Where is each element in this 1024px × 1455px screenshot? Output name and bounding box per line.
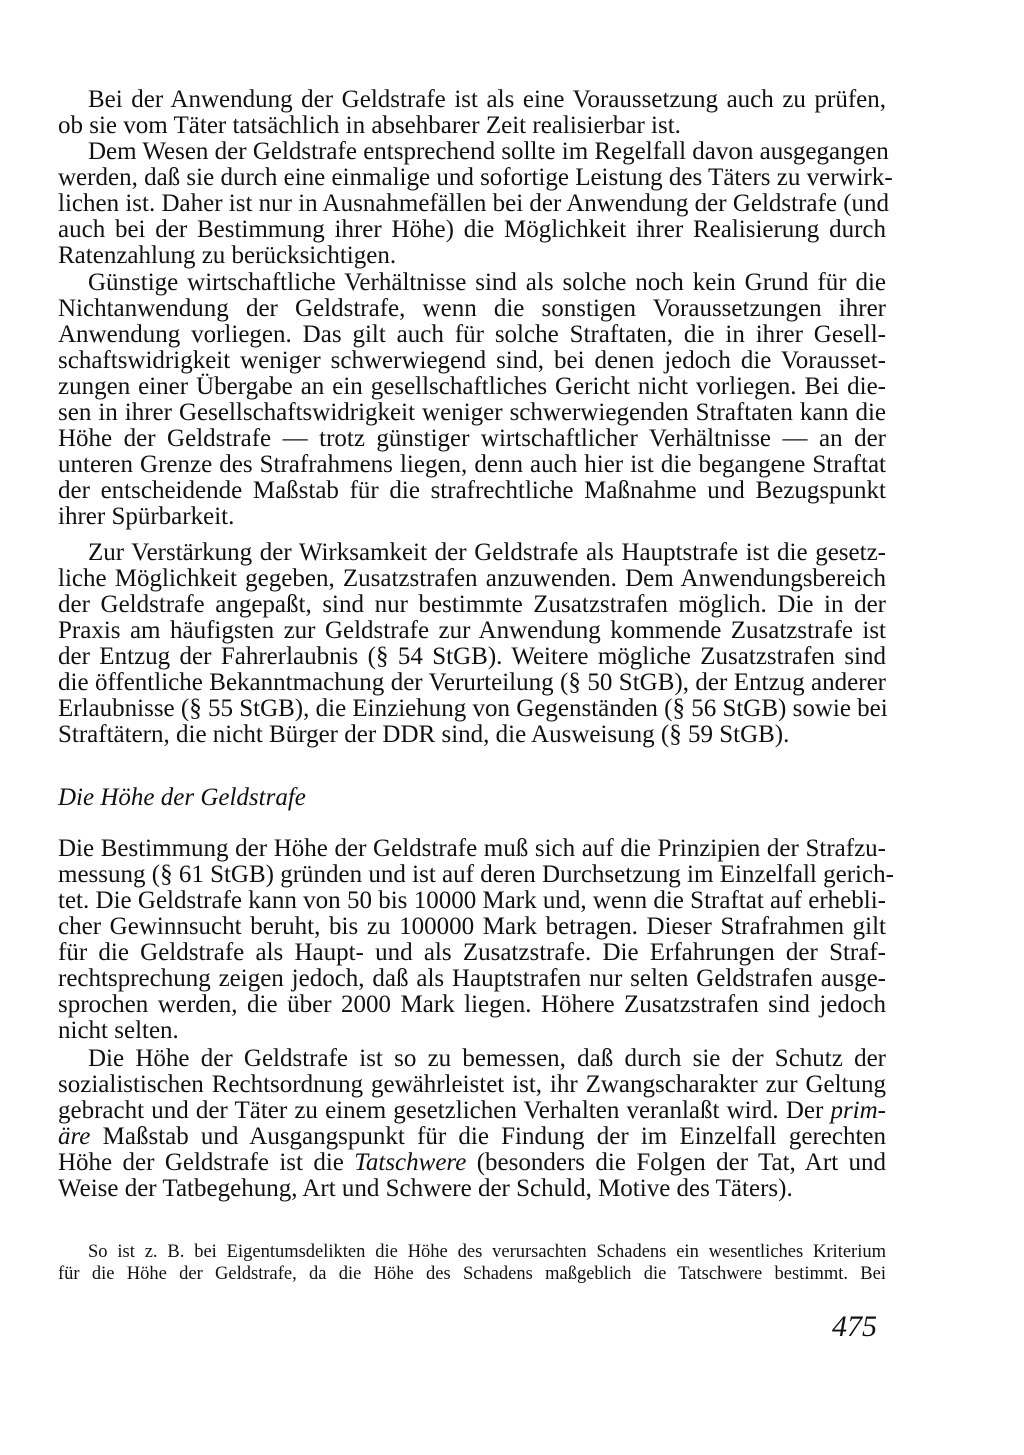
text-line: tet. Die Geldstrafe kann von 50 bis 10000 Mark und, wenn die Straftat auf erhebli-	[58, 887, 886, 914]
text-line: Weise der Tatbegehung, Art und Schwere der Schuld, Motive des Täters).	[58, 1175, 793, 1202]
text-line: Praxis am häufigsten zur Geldstrafe zur Anwendung kommende Zusatzstrafe ist	[58, 617, 886, 644]
text-line: sen in ihrer Gesellschaftswidrigkeit weniger schwerwiegenden Straftaten kann die	[58, 399, 886, 426]
page-number: 475	[832, 1310, 877, 1343]
text-line: messung (§ 61 StGB) gründen und ist auf deren Durchsetzung im Einzelfall gerich-	[58, 861, 894, 888]
text-line: Die Bestimmung der Höhe der Geldstrafe muß sich auf die Prinzipien der Strafzu-	[58, 835, 886, 862]
text-line: ihrer Spürbarkeit.	[58, 503, 235, 530]
text-line: Günstige wirtschaftliche Verhältnisse sind als solche noch kein Grund für die	[88, 269, 886, 296]
text-line: Höhe der Geldstrafe — trotz günstiger wirtschaftlicher Verhältnisse — an der	[58, 425, 886, 452]
text-line: Erlaubnisse (§ 55 StGB), die Einziehung von Gegenständen (§ 56 StGB) sowie bei	[58, 695, 888, 722]
text-line: cher Gewinnsucht beruht, bis zu 100000 Mark betragen. Dieser Strafrahmen gilt	[58, 913, 886, 940]
emphasis-text: prim-	[830, 1097, 886, 1124]
text-line: sprochen werden, die über 2000 Mark liegen. Höhere Zusatzstrafen sind jedoch	[58, 991, 886, 1018]
text-segment: Höhe der Geldstrafe ist die	[58, 1149, 344, 1176]
text-line: die öffentliche Bekanntmachung der Verurteilung (§ 50 StGB), der Entzug anderer	[58, 669, 886, 696]
text-line: Ratenzahlung zu berücksichtigen.	[58, 242, 397, 269]
text-line: der Entzug der Fahrerlaubnis (§ 54 StGB). Weitere mögliche Zusatzstrafen sind	[58, 643, 886, 670]
text-line: rechtsprechung zeigen jedoch, daß als Hauptstrafen nur selten Geldstrafen ausge-	[58, 965, 886, 992]
text-segment: Maßstab und Ausgangspunkt für die Findung der im Einzelfall gerechten	[102, 1123, 887, 1150]
text-line: der Geldstrafe angepaßt, sind nur bestimmte Zusatzstrafen möglich. Die in der	[58, 591, 886, 618]
text-line: schaftswidrigkeit weniger schwerwiegend sind, bei denen jedoch die Vorausset-	[58, 347, 886, 374]
text-line: ob sie vom Täter tatsächlich in absehbarer Zeit realisierbar ist.	[58, 112, 681, 139]
text-line: der entscheidende Maßstab für die strafrechtliche Maßnahme und Bezugspunkt	[58, 477, 886, 504]
text-segment: (besonders die Folgen der Tat, Art und	[476, 1149, 887, 1176]
section-heading: Die Höhe der Geldstrafe	[58, 784, 306, 811]
text-line: lichen ist. Daher ist nur in Ausnahmefällen bei der Anwendung der Geldstrafe (und	[58, 190, 890, 217]
text-line: für die Geldstrafe als Haupt- und als Zusatzstrafe. Die Erfahrungen der Straf-	[58, 939, 886, 966]
text-segment: gebracht und der Täter zu einem gesetzlichen Verhalten veranlaßt wird. Der	[58, 1097, 824, 1124]
text-line: auch bei der Bestimmung ihrer Höhe) die Möglichkeit ihrer Realisierung durch	[58, 216, 886, 243]
text-line: unteren Grenze des Strafrahmens liegen, denn auch hier ist die begangene Straftat	[58, 451, 886, 478]
text-line: Anwendung vorliegen. Das gilt auch für solche Straftaten, die in ihrer Gesell-	[58, 321, 886, 348]
text-line: zungen einer Übergabe an ein gesellschaftliches Gericht nicht vorliegen. Bei die-	[58, 373, 886, 400]
text-line	[58, 1098, 886, 1124]
text-line: liche Möglichkeit gegeben, Zusatzstrafen anzuwenden. Dem Anwendungsbereich	[58, 565, 886, 592]
footnote-line: So ist z. B. bei Eigentumsdelikten die Höhe des verursachten Schadens ein wesentliches Kriterium	[88, 1242, 886, 1262]
text-line: werden, daß sie durch eine einmalige und sofortige Leistung des Täters zu verwirk-	[58, 164, 893, 191]
text-line: Zur Verstärkung der Wirksamkeit der Geldstrafe als Hauptstrafe ist die gesetz-	[88, 539, 886, 566]
text-line: Bei der Anwendung der Geldstrafe ist als eine Voraussetzung auch zu prüfen,	[88, 86, 886, 113]
emphasis-text: äre	[58, 1123, 91, 1150]
emphasis-text: Tatschwere	[354, 1149, 467, 1176]
text-line: nicht selten.	[58, 1017, 179, 1044]
footnote-line: für die Höhe der Geldstrafe, da die Höhe des Schadens maßgeblich die Tatschwere bestimmt. Bei	[58, 1264, 886, 1284]
text-line: sozialistischen Rechtsordnung gewährleistet ist, ihr Zwangscharakter zur Geltung	[58, 1071, 886, 1098]
text-line: Straftätern, die nicht Bürger der DDR sind, die Ausweisung (§ 59 StGB).	[58, 721, 790, 748]
text-line	[58, 1124, 886, 1150]
text-line	[58, 1150, 886, 1176]
text-line: Die Höhe der Geldstrafe ist so zu bemessen, daß durch sie der Schutz der	[88, 1045, 886, 1072]
text-line: Nichtanwendung der Geldstrafe, wenn die sonstigen Voraussetzungen ihrer	[58, 295, 886, 322]
text-line: Dem Wesen der Geldstrafe entsprechend sollte im Regelfall davon ausgegangen	[88, 138, 889, 165]
